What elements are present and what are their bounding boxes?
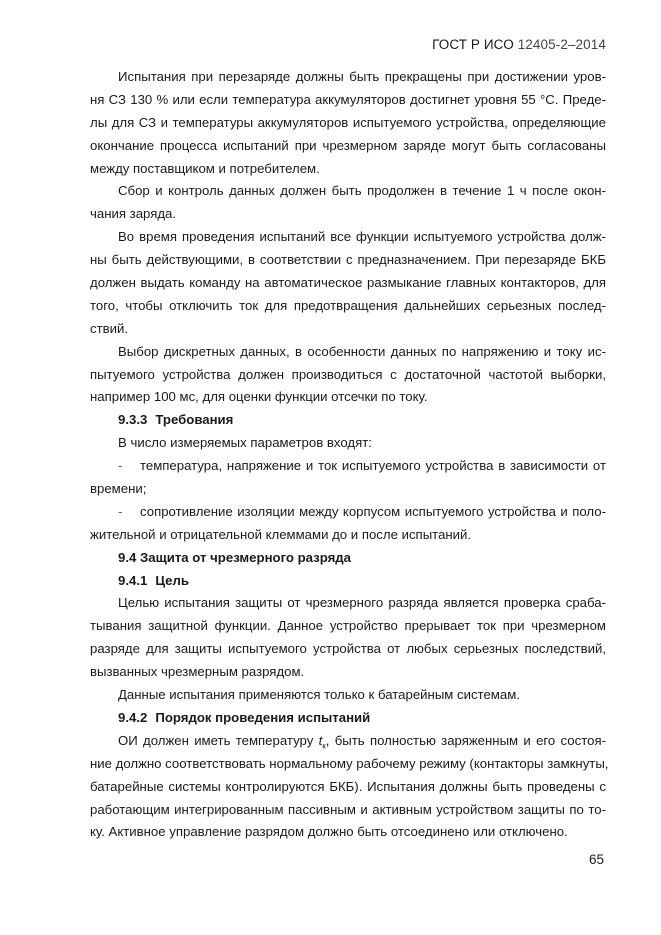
text-line: В число измеряемых параметров входят: (118, 435, 372, 451)
text-line: сопротивление изоляции между корпусом испытуемого устройства и поло- (140, 503, 606, 519)
heading-title: Цель (155, 572, 189, 588)
text-line: Целью испытания защиты от чрезмерного разряда является проверка сраба- (118, 595, 606, 611)
heading-9-4-2 (90, 707, 606, 730)
paragraph-sampling (90, 341, 606, 410)
text-line: например 100 мс, для оценки функции отсечки по току. (90, 389, 428, 405)
text-line: Сбор и контроль данных должен быть продолжен в течение 1 ч после окон- (118, 183, 606, 199)
text-line: жительной и отрицательной клеммами до и после испытаний. (90, 526, 472, 542)
paragraph-overcharge-stop (90, 66, 606, 180)
list-dash: - (118, 503, 123, 519)
heading-9-4 (90, 547, 606, 570)
text-line: того, чтобы отключить ток для предотвращения дальнейших серьезных послед- (90, 297, 606, 313)
text-line (90, 730, 606, 753)
text-line: времени; (90, 481, 147, 497)
page-body (90, 66, 609, 844)
list-dash: - (118, 458, 123, 474)
paragraph-functions (90, 226, 606, 340)
text-line: должен выдать команду на автоматическое размыкание главных контакторов, для (90, 275, 606, 291)
text-line: чания заряда. (90, 206, 177, 222)
text-line: работающим интегрированным пассивным и активным устройством защиты по то- (90, 801, 606, 817)
text-line: Выбор дискретных данных, в особенности данных по напряжению и току ис- (118, 343, 606, 359)
text-line: Данные испытания применяются только к батарейным системам. (118, 687, 520, 703)
text-line: между поставщиком и потребителем. (90, 160, 320, 176)
paragraph-procedure (90, 730, 609, 844)
heading-number: 9.4 (118, 549, 137, 565)
text-line: Во время проведения испытаний все функции испытуемого устройства долж- (118, 229, 606, 245)
standard-number: 12405-2–2014 (517, 37, 606, 52)
text-line: ние должно соответствовать нормальному рабочему режиму (контакторы замкнуты, (90, 755, 609, 771)
temperature-variable: t (318, 732, 323, 748)
heading-title: Порядок проведения испытаний (155, 709, 371, 725)
text-line: батарейные системы контролируются БКБ). Испытания должны быть проведены с (90, 778, 606, 794)
text-line: пытуемого устройства должен производиться с достаточной частотой выборки, (90, 366, 606, 382)
heading-9-4-1 (90, 570, 606, 593)
paragraph-purpose (90, 592, 606, 684)
text-line: тывания защитной функции. Данное устройство прерывает ток при чрезмерном (90, 618, 606, 634)
text-line: вызванных чрезмерным разрядом. (90, 664, 305, 680)
temperature-subscript: к (322, 741, 326, 751)
text-line: разряде для защиты испытуемого устройства от любых серьезных последствий, (90, 641, 606, 657)
standard-prefix: ГОСТ Р ИСО (432, 37, 514, 52)
text-fragment: , быть полностью заряженным и его состоя- (325, 732, 606, 748)
text-line: температура, напряжение и ток испытуемого устройства в зависимости от (140, 458, 606, 474)
text-line: ку. Активное управление разрядом должно быть отсоединено или отключено. (90, 824, 568, 840)
paragraph-data-collection (90, 180, 606, 226)
heading-number: 9.4.2 (118, 709, 148, 725)
page-number: 65 (588, 852, 604, 867)
heading-number: 9.4.1 (118, 572, 148, 588)
list-item (90, 501, 606, 547)
heading-number: 9.3.3 (118, 412, 148, 428)
heading-title: Защита от чрезмерного разряда (140, 549, 352, 565)
text-line: ны быть действующими, в соответствии с предназначением. При перезаряде БКБ (90, 252, 606, 268)
text-line: Испытания при перезаряде должны быть прекращены при достижении уров- (118, 69, 606, 84)
text-line: ствий. (90, 320, 129, 336)
heading-9-3-3 (90, 409, 606, 432)
heading-title: Требования (155, 412, 234, 428)
text-line: окончание процесса испытаний при чрезмерном заряде могут быть согласованы (90, 137, 606, 153)
text-line: лы для СЗ и температуры аккумуляторов испытуемого устройства, определяющие (90, 114, 606, 130)
list-item (90, 455, 606, 501)
document-header (432, 37, 606, 52)
text-line: ня СЗ 130 % или если температура аккумуляторов достигнет уровня 55 °С. Преде- (90, 91, 606, 107)
text-fragment: ОИ должен иметь температуру (118, 732, 319, 748)
